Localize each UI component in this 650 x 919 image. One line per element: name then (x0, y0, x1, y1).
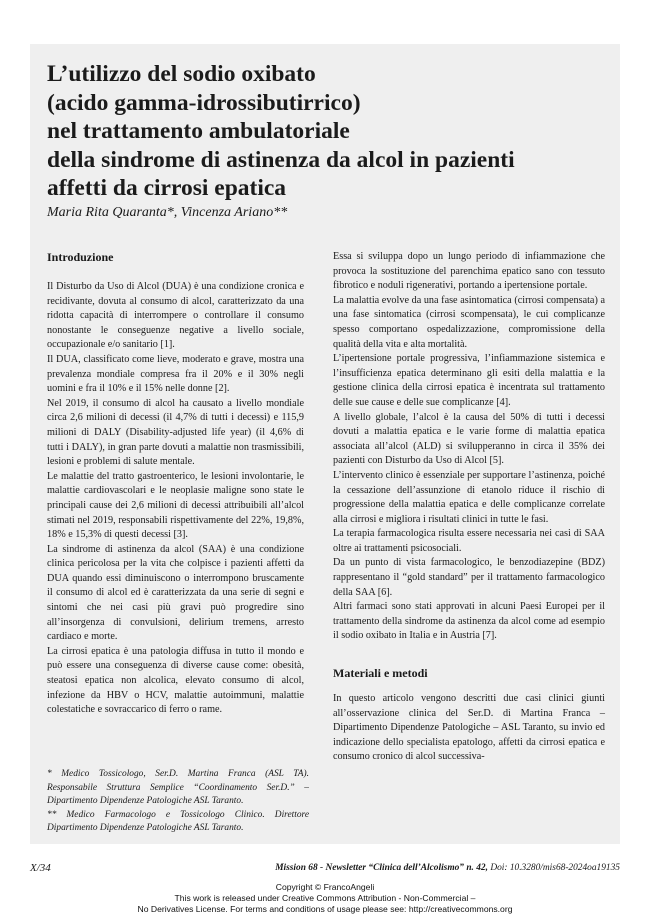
body-paragraph: La terapia farmacologica risulta essere necessaria nei casi di SAA oltre ai trattamenti psicosociali. (333, 528, 605, 554)
section-heading-introduction: Introduzione (47, 250, 114, 264)
body-paragraph: Da un punto di vista farmacologico, le benzodiazepine (BDZ) rappresentano il “gold standard” per il trattamento farmacologico della SAA [6]. (333, 557, 605, 598)
body-paragraph: Il DUA, classificato come lieve, moderato e grave, mostra una prevalenza mondiale compresa fra il 20% e il 30% negli uomini e fra il 10% e il 15% nelle donne [2]. (47, 353, 304, 395)
body-paragraph: La sindrome di astinenza da alcol (SAA) è una condizione clinica pericolosa per la vita che colpisce i pazienti affetti da DUA quando essi diminuiscono o interrompono bruscamente il consumo di alcol ed è caratterizzata da una serie di segni e sintomi che nei casi più gravi può progredire sino all’insorgenza di convulsioni, delirium tremens, arresto cardiaco e morte. (47, 543, 304, 643)
journal-citation (275, 863, 620, 873)
title-line: della sindrome di astinenza da alcol in pazienti (47, 146, 515, 173)
body-paragraph: Altri farmaci sono stati approvati in alcuni Paesi Europei per il trattamento della sindrome da astinenza da alcol come ad esempio il sodio oxibato in Italia e in Austria [7]. (333, 601, 605, 642)
body-paragraph: Essa si sviluppa dopo un lungo periodo di infiammazione che provoca la sostituzione del parenchima epatico sano con tessuto fibrotico e noduli rigenerativi, portando a ipertensione portale. (333, 251, 605, 292)
title-line: (acido gamma-idrossibutirrico) (47, 89, 361, 116)
license-line: No Derivatives License. For terms and conditions of usage please see: http://creativecommons.org (137, 904, 513, 914)
page-footer (30, 862, 620, 878)
body-paragraph: Nel 2019, il consumo di alcol ha causato a livello mondiale circa 2,6 milioni di decessi (il 4,7% di tutti i decessi) e 115,9 milioni di DALY (Disability-adjusted life year) (il 4,6% di tutti i DALY), in gran parte dovuti a malattie non trasmissibili, lesioni e problemi di salute mentale. (47, 397, 304, 468)
body-paragraph: La malattia evolve da una fase asintomatica (cirrosi compensata) a una fase sintomatica (cirrosi scompensata), le cui complicanze spesso comportano ospedalizzazione, compromissione della qualità della vita e alta mortalità. (333, 294, 605, 350)
page-number: X/34 (30, 862, 51, 874)
body-paragraph: L’intervento clinico è essenziale per supportare l’astinenza, poiché la cessazione dell’assunzione di etanolo riduce il rischio di progressione della malattia epatica e delle complicanze correlate alla cirrosi e migliora i risultati clinici in tutte le fasi. (333, 469, 605, 525)
body-paragraph: La cirrosi epatica è una patologia diffusa in tutto il mondo e può essere una conseguenza di diverse cause come: obesità, steatosi epatica non alcolica, elevato consumo di alcol, infezione da HBV o HCV, malattie autoimmuni, malattie colestatiche e sovraccarico di ferro o rame. (47, 645, 304, 716)
article-title (47, 60, 607, 203)
license-notice (0, 882, 650, 915)
title-line: nel trattamento ambulatoriale (47, 118, 350, 144)
footnote: ** Medico Farmacologo e Tossicologo Clinico. Direttore Dipartimento Dipendenze Patologiche ASL Taranto. (47, 809, 309, 833)
body-paragraph: L’ipertensione portale progressiva, l’infiammazione sistemica e l’insufficienza epatica determinano gli esiti della malattia e la gestione clinica della cirrosi epatica è incentrata sul trattamento delle sue cause e delle sue complicanze [4]. (333, 353, 605, 408)
title-line: L’utilizzo del sodio oxibato (47, 61, 316, 87)
copyright-line: Copyright © FrancoAngeli (275, 882, 375, 892)
author-footnotes (47, 768, 309, 836)
right-column (333, 250, 605, 765)
footnote: * Medico Tossicologo, Ser.D. Martina Franca (ASL TA). Responsabile Struttura Semplice “Coordinamento Ser.D.” – Dipartimento Dipendenze Patologiche ASL Taranto. (47, 769, 309, 806)
body-paragraph: A livello globale, l’alcol è la causa del 50% di tutti i decessi dovuti a malattia epatica e le varie forme di malattia epatica associata all’alcol (ALD) si svilupperanno in circa il 35% dei pazienti con Disturbo da Uso di Alcol [5]. (333, 411, 605, 467)
doi-text: Doi: 10.3280/mis68-2024oa19135 (490, 863, 620, 873)
article-authors: Maria Rita Quaranta*, Vincenza Ariano** (47, 205, 288, 220)
body-paragraph: In questo articolo vengono descritti due casi clinici giunti all’osservazione clinica del Ser.D. di Martina Franca – Dipartimento Dipendenze Patologiche – ASL Taranto, su invio ed indicazione dello specialista epatologo, affetti da cirrosi epatica e consumo cronico di alcol successiva- (333, 693, 605, 763)
journal-name: Mission 68 - Newsletter “Clinica dell’Alcolismo” n. 42, (275, 863, 488, 873)
license-line: This work is released under Creative Commons Attribution - Non-Commercial – (174, 893, 476, 903)
body-paragraph: Il Disturbo da Uso di Alcol (DUA) è una condizione cronica e recidivante, dovuta al consumo di alcol, caratterizzato da una ridotta capacità di interrompere o controllare il consumo nonostante le conseguenze negative a livello sociale, occupazionale e/o sanitario [1]. (47, 281, 304, 351)
section-heading-methods: Materiali e metodi (333, 666, 428, 681)
title-line: affetti da cirrosi epatica (47, 175, 287, 201)
body-paragraph: Le malattie del tratto gastroenterico, le lesioni involontarie, le malattie cardiovascolari e le neoplasie maligne sono state le principali cause dei 2,6 milioni di decessi attribuibili all’alcol stimati nel 2019, responsabili rispettivamente del 22%, 19,8%, 18% e 15,3% di questi decessi [3]. (47, 470, 304, 541)
left-column (47, 250, 304, 718)
